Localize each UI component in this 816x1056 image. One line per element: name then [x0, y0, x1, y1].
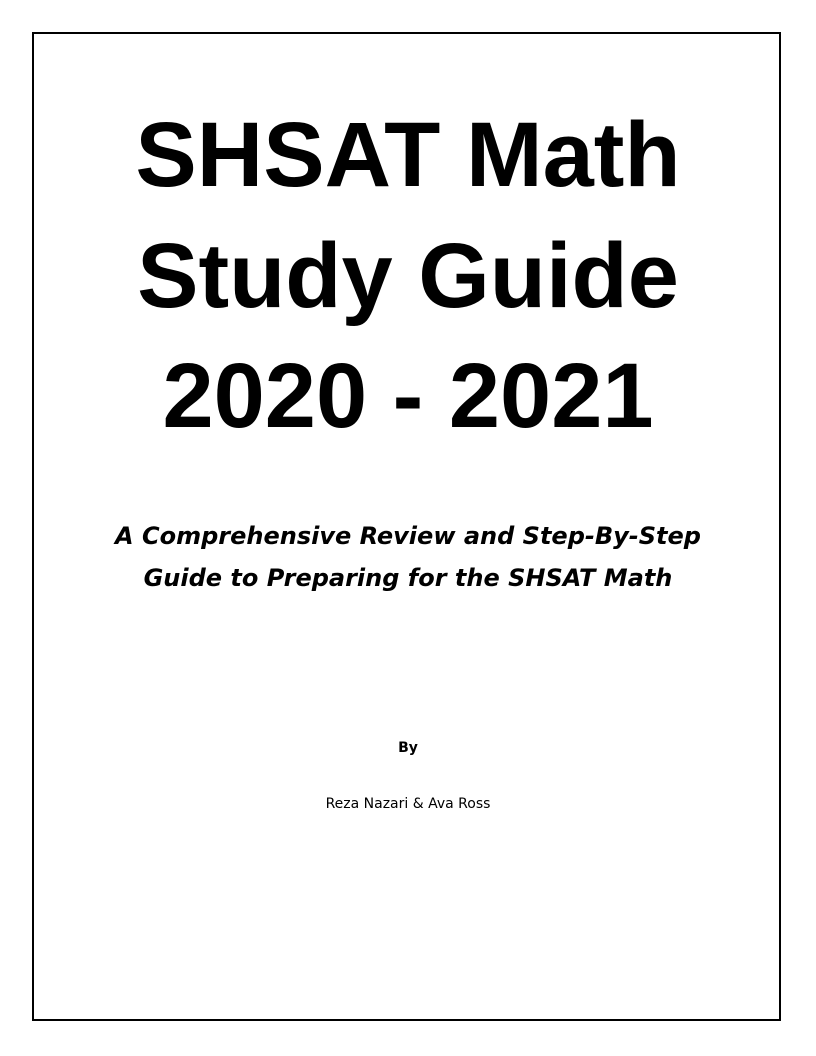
by-label: By [398, 740, 418, 756]
subtitle-line-2: Guide to Preparing for the SHSAT Math [143, 564, 673, 592]
title-line-2: Study Guide [137, 225, 679, 327]
subtitle-line-1: A Comprehensive Review and Step-By-Step [115, 522, 701, 550]
title-line-3: 2020 - 2021 [162, 345, 654, 447]
authors: Reza Nazari & Ava Ross [325, 796, 491, 812]
title-line-1: SHSAT Math [135, 104, 681, 206]
